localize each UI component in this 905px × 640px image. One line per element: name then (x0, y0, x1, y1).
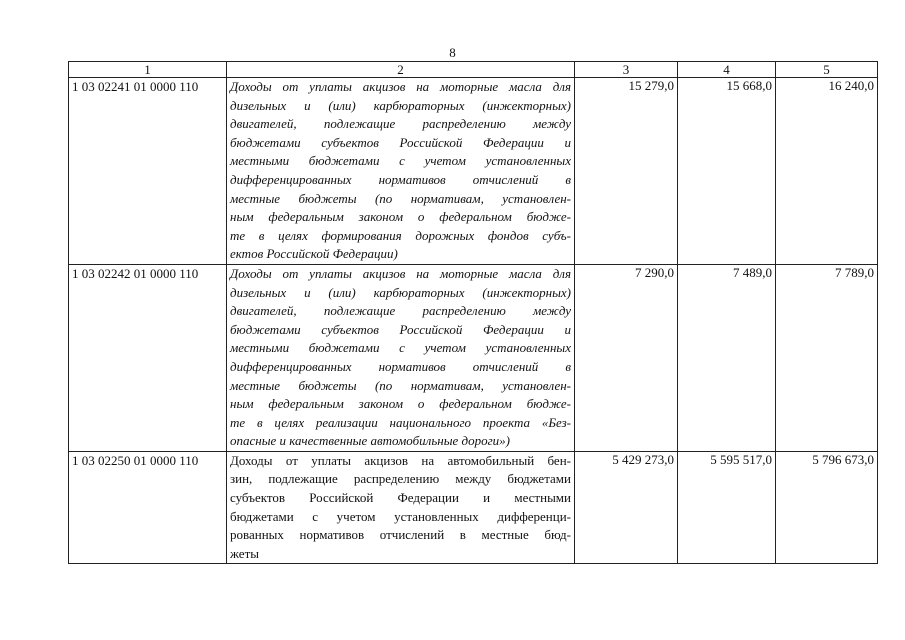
description-line: дифференцированных нормативов отчислений в (230, 358, 571, 374)
budget-classification-code: 1 03 02242 01 0000 110 (69, 264, 227, 451)
header-col-3: 3 (575, 62, 678, 78)
description-line: зин, подлежащие распределению между бюджетами (230, 471, 571, 487)
income-description (227, 451, 575, 564)
amount-col-5: 5 796 673,0 (776, 451, 878, 564)
description-line: Доходы от уплаты акцизов на моторные масла для (230, 265, 571, 281)
amount-col-5: 16 240,0 (776, 78, 878, 265)
amount-col-4: 7 489,0 (678, 264, 776, 451)
description-line: двигателей, подлежащие распределению между (230, 116, 571, 132)
description-line: двигателей, подлежащие распределению между (230, 303, 571, 319)
header-col-4: 4 (678, 62, 776, 78)
table-row (69, 264, 878, 451)
description-line: рованных нормативов отчислений в местные бюд- (230, 527, 571, 543)
description-line: бюджетами субъектов Российской Федерации и (230, 321, 571, 337)
description-line: дифференцированных нормативов отчислений в (230, 171, 571, 187)
description-line: жеты (230, 545, 259, 561)
amount-col-5: 7 789,0 (776, 264, 878, 451)
income-description (227, 78, 575, 265)
description-line: местными бюджетами с учетом установленных (230, 153, 571, 169)
description-line: дизельных и (или) карбюраторных (инжекторных) (230, 97, 571, 113)
page-number: 8 (449, 45, 456, 60)
description-line: бюджетами субъектов Российской Федерации и (230, 134, 571, 150)
description-line: ным федеральным законом о федеральном бюдже- (230, 209, 571, 225)
description-line: местные бюджеты (по нормативам, установлен- (230, 190, 571, 206)
description-line: субъектов Российской Федерации и местными (230, 490, 571, 506)
budget-classification-code: 1 03 02250 01 0000 110 (69, 451, 227, 564)
header-col-2: 2 (227, 62, 575, 78)
description-line: Доходы от уплаты акцизов на моторные масла для (230, 79, 571, 94)
amount-col-3: 7 290,0 (575, 264, 678, 451)
budget-table (68, 61, 878, 564)
amount-col-3: 15 279,0 (575, 78, 678, 265)
description-line: местные бюджеты (по нормативам, установлен- (230, 377, 571, 393)
header-col-1: 1 (69, 62, 227, 78)
description-line: местными бюджетами с учетом установленных (230, 340, 571, 356)
amount-col-4: 15 668,0 (678, 78, 776, 265)
description-line: ным федеральным законом о федеральном бюдже- (230, 396, 571, 412)
budget-classification-code: 1 03 02241 01 0000 110 (69, 78, 227, 265)
header-col-5: 5 (776, 62, 878, 78)
description-line: дизельных и (или) карбюраторных (инжекторных) (230, 284, 571, 300)
description-line: те в целях формирования дорожных фондов субъ- (230, 227, 571, 243)
income-description (227, 264, 575, 451)
description-line: Доходы от уплаты акцизов на автомобильный бен- (230, 452, 571, 468)
table-row (69, 451, 878, 564)
description-line: ектов Российской Федерации) (230, 246, 398, 262)
description-line: бюджетами с учетом установленных дифференци- (230, 508, 571, 524)
table-body (69, 78, 878, 564)
description-line: опасные и качественные автомобильные дороги») (230, 433, 511, 449)
description-line: те в целях реализации национального проекта «Без- (230, 414, 571, 430)
amount-col-3: 5 429 273,0 (575, 451, 678, 564)
header-row (69, 62, 878, 78)
amount-col-4: 5 595 517,0 (678, 451, 776, 564)
table-row (69, 78, 878, 265)
